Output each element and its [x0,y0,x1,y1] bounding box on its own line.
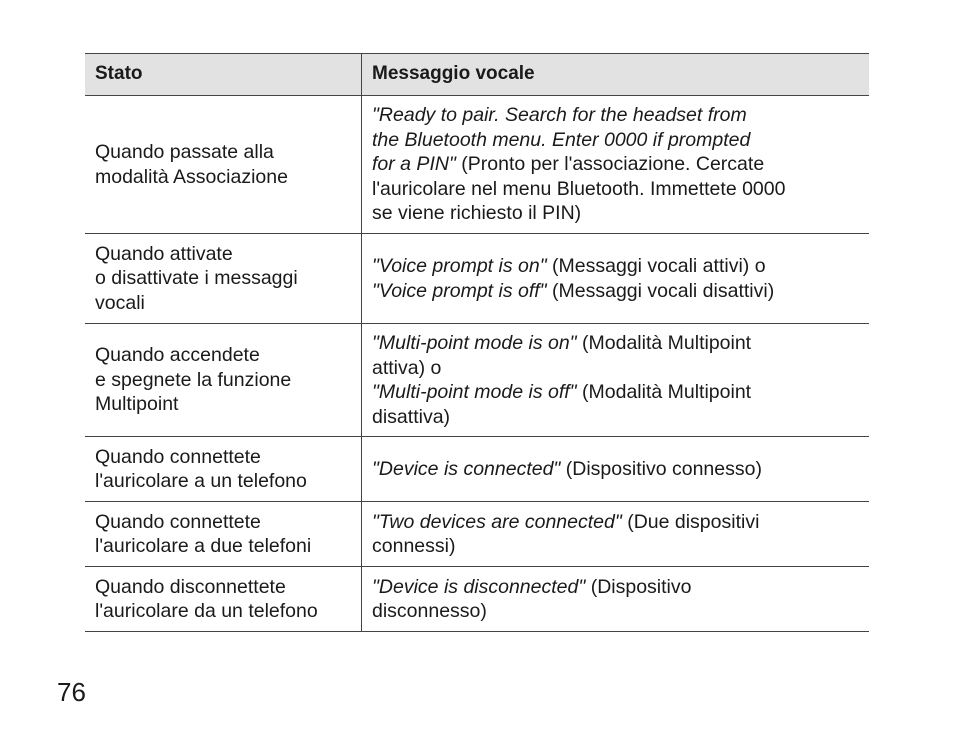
message-line [372,380,861,405]
italian-translation: (Pronto per l'associazione. Cercate [455,153,765,176]
message-line [372,128,861,153]
message-cell [362,234,870,324]
message-cell [362,567,870,632]
message-line [372,534,861,559]
state-text: Quando passate alla [95,141,274,163]
message-line [372,201,861,226]
message-line [372,599,861,624]
italian-translation: (Modalità Multipoint [576,332,752,354]
italian-translation: (Messaggi vocali attivi) o [546,255,766,277]
message-line [372,254,861,279]
italian-translation: se viene richiesto il PIN) [372,202,582,225]
message-cell [362,502,870,567]
table-header-row [85,54,869,96]
table-row [85,437,869,502]
state-cell [85,567,362,632]
state-text: l'auricolare a due telefoni [95,535,312,557]
state-cell [85,437,362,502]
english-prompt: "Two devices are connected" [372,510,622,533]
message-line [372,279,861,304]
state-cell [85,96,362,234]
state-text: l'auricolare a un telefono [95,470,307,492]
state-text: modalità Associazione [95,165,288,188]
italian-translation: (Dispositivo connesso) [560,457,762,480]
italian-translation: disattiva) [372,405,451,428]
english-prompt: "Device is disconnected" [372,575,586,598]
table-row [85,324,869,437]
state-text: vocali [95,291,145,314]
english-prompt: "Ready to pair. Search for the headset from [372,104,747,127]
message-line [372,331,861,356]
table-row [85,502,869,567]
message-line [372,510,861,535]
state-text: o disattivate i messaggi [95,267,298,290]
english-prompt: "Device is connected" [372,457,561,480]
italian-translation: (Dispositivo [585,575,692,598]
header-message: Messaggio vocale [362,54,870,96]
message-cell [362,437,870,502]
italian-translation: disconnesso) [372,600,487,622]
state-text: Multipoint [95,393,179,416]
state-cell [85,324,362,437]
message-line [372,356,861,381]
english-prompt: "Voice prompt is off" [372,279,547,302]
state-text: Quando disconnettete [95,575,286,598]
page-number: 76 [57,677,86,707]
message-line [372,457,861,482]
state-text: Quando connettete [95,445,261,468]
message-cell [362,96,870,234]
table-row [85,96,869,234]
message-line [372,405,861,430]
english-prompt: the Bluetooth menu. Enter 0000 if prompted [372,128,751,151]
message-line [372,103,861,128]
english-prompt: "Multi-point mode is on" [372,332,577,354]
state-cell [85,234,362,324]
english-prompt: "Multi-point mode is off" [372,381,577,403]
table-row [85,234,869,324]
message-line [372,152,861,177]
state-cell [85,502,362,567]
state-text: l'auricolare da un telefono [95,600,318,622]
state-text: Quando attivate [95,242,233,265]
header-state: Stato [85,54,362,96]
italian-translation: l'auricolare nel menu Bluetooth. Immettete 0000 [372,177,786,200]
table-row [85,567,869,632]
message-cell [362,324,870,437]
state-text: Quando accendete [95,344,260,367]
italian-translation: connessi) [372,535,456,557]
english-prompt: for a PIN" [372,153,456,176]
italian-translation: attiva) o [372,356,442,379]
voice-prompt-table [85,53,869,632]
english-prompt: "Voice prompt is on" [372,255,547,277]
state-text: e spegnete la funzione [95,368,292,391]
italian-translation: (Modalità Multipoint [576,381,752,403]
state-text: Quando connettete [95,510,261,533]
italian-translation: (Messaggi vocali disattivi) [546,279,775,302]
message-line [372,177,861,202]
italian-translation: (Due dispositivi [621,510,760,533]
message-line [372,575,861,600]
